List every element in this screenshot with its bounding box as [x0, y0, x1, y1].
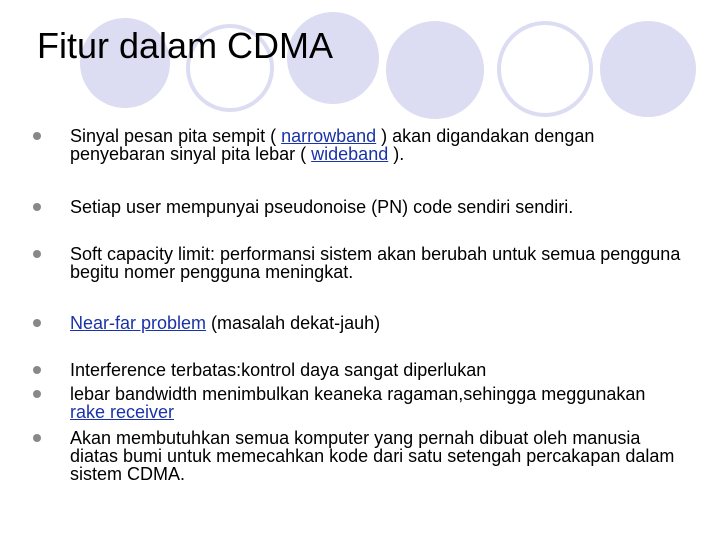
bullet-dot-icon [33, 366, 41, 374]
narrowband-link[interactable]: narrowband [281, 126, 377, 146]
bullet-item [33, 127, 683, 163]
rake-receiver-link[interactable]: rake receiver [70, 402, 175, 422]
near-far-problem-link[interactable]: Near-far problem [70, 313, 207, 333]
bullet-dot-icon [33, 250, 41, 258]
bullet-dot-icon [33, 390, 41, 398]
bullet-dot-icon [33, 132, 41, 140]
bullet-text: Near-far problem (masalah dekat-jauh) [70, 313, 381, 333]
bullet-item [33, 361, 683, 379]
bullet-text: lebar bandwidth menimbulkan keaneka ragaman,sehingga meggunakan rake receiver [70, 384, 646, 422]
bullet-dot-icon [33, 203, 41, 211]
bullet-dot-icon [33, 434, 41, 442]
bullet-text: Sinyal pesan pita sempit ( narrowband ) akan digandakan dengan penyebaran sinyal pita lebar ( wideband ). [70, 126, 595, 164]
wideband-link[interactable]: wideband [311, 144, 389, 164]
decor-circle-4 [386, 21, 484, 119]
bullet-item [33, 245, 683, 281]
bullet-item [33, 429, 683, 483]
bullet-text: Interference terbatas:kontrol daya sangat diperlukan [70, 360, 487, 380]
bullet-text: Akan membutuhkan semua komputer yang pernah dibuat oleh manusia diatas bumi untuk memecahkan kode dari satu setengah percakapan dalam sistem CDMA. [70, 428, 675, 484]
bullet-item [33, 314, 683, 332]
bullet-text: Soft capacity limit: performansi sistem akan berubah untuk semua pengguna begitu nomer pengguna meningkat. [70, 244, 681, 282]
decor-ring-5 [497, 21, 593, 117]
bullet-text: Setiap user mempunyai pseudonoise (PN) code sendiri sendiri. [70, 197, 574, 217]
decor-circle-6 [600, 21, 696, 117]
bullet-item [33, 198, 683, 216]
bullet-item [33, 385, 683, 421]
bullet-dot-icon [33, 319, 41, 327]
slide-title: Fitur dalam CDMA [37, 25, 334, 66]
